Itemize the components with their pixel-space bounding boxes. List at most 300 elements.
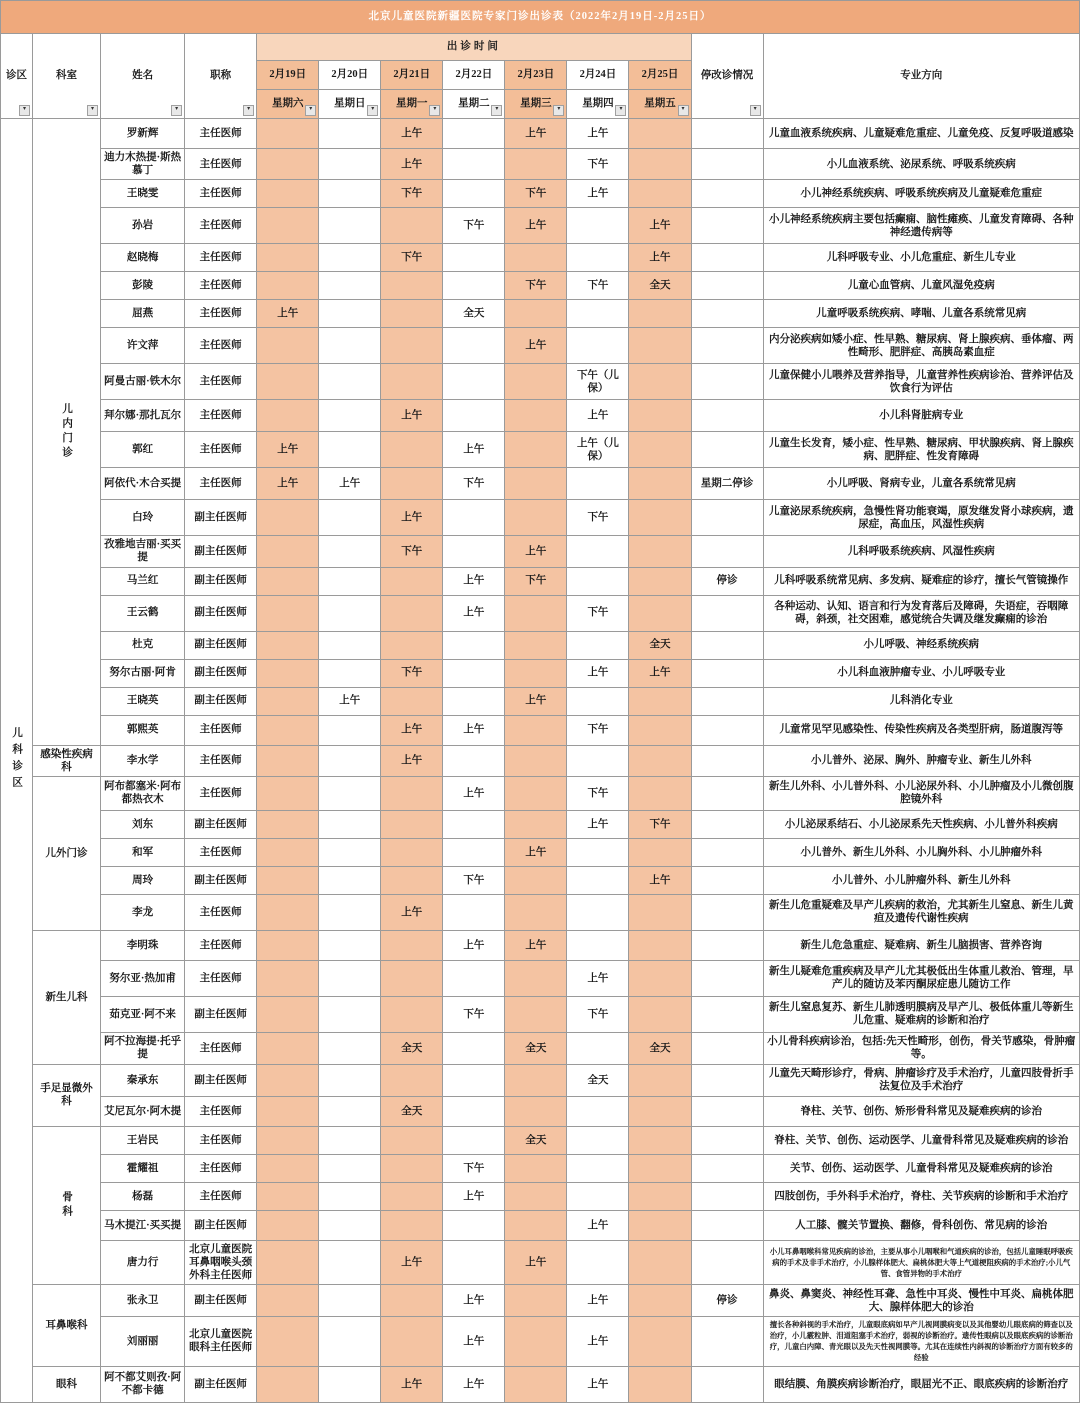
schedule-slot-1[interactable] <box>257 180 319 208</box>
schedule-slot-7[interactable]: 上午 <box>629 208 691 244</box>
schedule-slot-3[interactable] <box>381 567 443 595</box>
schedule-slot-6[interactable] <box>567 894 629 930</box>
schedule-slot-5[interactable] <box>505 1064 567 1096</box>
schedule-slot-1[interactable] <box>257 119 319 149</box>
schedule-slot-4[interactable] <box>443 631 505 659</box>
schedule-slot-2[interactable] <box>319 1064 381 1096</box>
schedule-slot-1[interactable] <box>257 149 319 180</box>
schedule-slot-3[interactable] <box>381 468 443 500</box>
schedule-slot-4[interactable] <box>443 1032 505 1064</box>
table-row[interactable] <box>1 631 1080 659</box>
schedule-slot-6[interactable]: 下午 <box>567 149 629 180</box>
schedule-slot-6[interactable]: 下午（儿保） <box>567 364 629 400</box>
schedule-slot-3[interactable]: 下午 <box>381 536 443 567</box>
schedule-slot-2[interactable] <box>319 1240 381 1284</box>
schedule-slot-5[interactable] <box>505 400 567 432</box>
schedule-slot-1[interactable] <box>257 1210 319 1240</box>
schedule-slot-2[interactable] <box>319 1210 381 1240</box>
schedule-slot-2[interactable] <box>319 631 381 659</box>
schedule-slot-4[interactable]: 下午 <box>443 468 505 500</box>
schedule-slot-5[interactable] <box>505 468 567 500</box>
schedule-slot-3[interactable]: 上午 <box>381 1240 443 1284</box>
schedule-slot-1[interactable] <box>257 595 319 631</box>
schedule-slot-6[interactable]: 上午 <box>567 119 629 149</box>
schedule-slot-4[interactable] <box>443 1096 505 1126</box>
schedule-slot-3[interactable] <box>381 776 443 810</box>
schedule-slot-4[interactable] <box>443 960 505 996</box>
table-row[interactable] <box>1 687 1080 715</box>
schedule-slot-7[interactable] <box>629 960 691 996</box>
schedule-slot-2[interactable] <box>319 1126 381 1154</box>
schedule-slot-3[interactable]: 上午 <box>381 149 443 180</box>
schedule-slot-7[interactable]: 上午 <box>629 659 691 687</box>
filter-dropdown-icon[interactable]: ▾ <box>171 105 182 116</box>
schedule-slot-7[interactable] <box>629 1210 691 1240</box>
table-row[interactable] <box>1 567 1080 595</box>
schedule-slot-7[interactable]: 下午 <box>629 810 691 838</box>
table-row[interactable] <box>1 500 1080 536</box>
table-row[interactable] <box>1 866 1080 894</box>
schedule-slot-3[interactable] <box>381 866 443 894</box>
schedule-slot-6[interactable] <box>567 1096 629 1126</box>
table-row[interactable] <box>1 468 1080 500</box>
schedule-slot-1[interactable] <box>257 1154 319 1182</box>
schedule-slot-7[interactable] <box>629 1126 691 1154</box>
schedule-slot-7[interactable] <box>629 300 691 328</box>
schedule-slot-1[interactable] <box>257 810 319 838</box>
schedule-slot-6[interactable]: 上午 <box>567 1366 629 1402</box>
schedule-slot-3[interactable] <box>381 328 443 364</box>
table-row[interactable] <box>1 1126 1080 1154</box>
schedule-slot-3[interactable]: 全天 <box>381 1096 443 1126</box>
schedule-slot-4[interactable]: 上午 <box>443 715 505 745</box>
schedule-slot-6[interactable] <box>567 328 629 364</box>
schedule-slot-5[interactable]: 上午 <box>505 930 567 960</box>
schedule-slot-3[interactable] <box>381 960 443 996</box>
schedule-slot-7[interactable] <box>629 1096 691 1126</box>
schedule-slot-6[interactable] <box>567 930 629 960</box>
schedule-slot-1[interactable]: 上午 <box>257 300 319 328</box>
table-row[interactable] <box>1 659 1080 687</box>
table-row[interactable] <box>1 300 1080 328</box>
schedule-slot-4[interactable] <box>443 364 505 400</box>
schedule-slot-4[interactable] <box>443 180 505 208</box>
schedule-slot-2[interactable] <box>319 1154 381 1182</box>
schedule-slot-1[interactable] <box>257 838 319 866</box>
schedule-slot-5[interactable] <box>505 149 567 180</box>
schedule-slot-1[interactable] <box>257 244 319 272</box>
schedule-slot-2[interactable] <box>319 1182 381 1210</box>
schedule-slot-7[interactable] <box>629 149 691 180</box>
schedule-slot-7[interactable] <box>629 567 691 595</box>
schedule-slot-2[interactable] <box>319 536 381 567</box>
filter-dropdown-icon[interactable]: ▾ <box>19 105 30 116</box>
schedule-slot-6[interactable] <box>567 208 629 244</box>
schedule-slot-1[interactable]: 上午 <box>257 468 319 500</box>
schedule-slot-5[interactable]: 上午 <box>505 119 567 149</box>
schedule-slot-7[interactable] <box>629 838 691 866</box>
table-row[interactable] <box>1 776 1080 810</box>
table-row[interactable] <box>1 595 1080 631</box>
schedule-slot-6[interactable]: 全天 <box>567 1064 629 1096</box>
schedule-slot-6[interactable] <box>567 745 629 776</box>
schedule-slot-5[interactable] <box>505 996 567 1032</box>
filter-dropdown-icon[interactable]: ▾ <box>750 105 761 116</box>
schedule-slot-2[interactable] <box>319 715 381 745</box>
schedule-slot-4[interactable] <box>443 149 505 180</box>
schedule-slot-5[interactable]: 上午 <box>505 208 567 244</box>
schedule-slot-4[interactable]: 下午 <box>443 208 505 244</box>
schedule-slot-7[interactable] <box>629 1154 691 1182</box>
schedule-slot-3[interactable] <box>381 1182 443 1210</box>
schedule-slot-7[interactable] <box>629 119 691 149</box>
schedule-slot-1[interactable] <box>257 1064 319 1096</box>
schedule-slot-1[interactable] <box>257 1240 319 1284</box>
schedule-slot-5[interactable]: 上午 <box>505 328 567 364</box>
schedule-slot-6[interactable] <box>567 631 629 659</box>
schedule-slot-7[interactable] <box>629 180 691 208</box>
schedule-slot-4[interactable] <box>443 328 505 364</box>
table-row[interactable] <box>1 1182 1080 1210</box>
schedule-slot-2[interactable] <box>319 328 381 364</box>
schedule-slot-5[interactable] <box>505 244 567 272</box>
schedule-slot-6[interactable] <box>567 567 629 595</box>
schedule-slot-3[interactable] <box>381 930 443 960</box>
schedule-slot-7[interactable] <box>629 500 691 536</box>
schedule-slot-2[interactable] <box>319 659 381 687</box>
schedule-slot-5[interactable] <box>505 745 567 776</box>
schedule-slot-1[interactable] <box>257 1032 319 1064</box>
schedule-slot-2[interactable] <box>319 272 381 300</box>
table-row[interactable] <box>1 328 1080 364</box>
schedule-slot-1[interactable] <box>257 687 319 715</box>
table-row[interactable] <box>1 119 1080 149</box>
schedule-slot-4[interactable]: 下午 <box>443 866 505 894</box>
schedule-slot-4[interactable]: 下午 <box>443 996 505 1032</box>
schedule-slot-3[interactable]: 上午 <box>381 745 443 776</box>
schedule-slot-3[interactable]: 上午 <box>381 500 443 536</box>
schedule-slot-4[interactable] <box>443 687 505 715</box>
schedule-slot-3[interactable] <box>381 687 443 715</box>
schedule-slot-2[interactable] <box>319 567 381 595</box>
schedule-slot-2[interactable] <box>319 838 381 866</box>
table-row[interactable] <box>1 810 1080 838</box>
schedule-slot-6[interactable] <box>567 244 629 272</box>
schedule-slot-6[interactable] <box>567 866 629 894</box>
schedule-slot-7[interactable] <box>629 468 691 500</box>
schedule-slot-2[interactable]: 上午 <box>319 468 381 500</box>
schedule-slot-4[interactable]: 上午 <box>443 595 505 631</box>
schedule-slot-1[interactable] <box>257 1096 319 1126</box>
schedule-slot-3[interactable]: 上午 <box>381 119 443 149</box>
schedule-slot-3[interactable]: 下午 <box>381 244 443 272</box>
schedule-slot-5[interactable] <box>505 1210 567 1240</box>
schedule-slot-1[interactable] <box>257 715 319 745</box>
table-row[interactable] <box>1 400 1080 432</box>
schedule-slot-1[interactable] <box>257 631 319 659</box>
schedule-slot-2[interactable] <box>319 866 381 894</box>
schedule-slot-2[interactable] <box>319 595 381 631</box>
schedule-slot-1[interactable] <box>257 272 319 300</box>
schedule-slot-6[interactable] <box>567 687 629 715</box>
schedule-slot-6[interactable]: 上午 <box>567 810 629 838</box>
schedule-slot-7[interactable]: 全天 <box>629 631 691 659</box>
table-row[interactable] <box>1 1096 1080 1126</box>
schedule-slot-4[interactable]: 上午 <box>443 1317 505 1366</box>
schedule-slot-4[interactable]: 上午 <box>443 432 505 468</box>
schedule-slot-1[interactable] <box>257 930 319 960</box>
table-row[interactable] <box>1 838 1080 866</box>
schedule-slot-4[interactable] <box>443 1064 505 1096</box>
schedule-slot-4[interactable] <box>443 659 505 687</box>
schedule-slot-5[interactable] <box>505 631 567 659</box>
schedule-slot-2[interactable] <box>319 810 381 838</box>
schedule-slot-2[interactable] <box>319 400 381 432</box>
schedule-slot-7[interactable] <box>629 536 691 567</box>
schedule-slot-5[interactable]: 上午 <box>505 1240 567 1284</box>
schedule-slot-1[interactable] <box>257 536 319 567</box>
schedule-slot-5[interactable]: 全天 <box>505 1032 567 1064</box>
schedule-slot-7[interactable] <box>629 687 691 715</box>
table-row[interactable] <box>1 1154 1080 1182</box>
schedule-slot-6[interactable] <box>567 838 629 866</box>
schedule-slot-4[interactable]: 下午 <box>443 1154 505 1182</box>
schedule-slot-5[interactable] <box>505 715 567 745</box>
schedule-slot-1[interactable] <box>257 567 319 595</box>
schedule-slot-4[interactable] <box>443 272 505 300</box>
schedule-slot-6[interactable]: 下午 <box>567 996 629 1032</box>
schedule-slot-1[interactable] <box>257 400 319 432</box>
schedule-slot-4[interactable]: 全天 <box>443 300 505 328</box>
schedule-slot-3[interactable] <box>381 1126 443 1154</box>
schedule-slot-6[interactable]: 上午 <box>567 1210 629 1240</box>
schedule-slot-6[interactable] <box>567 468 629 500</box>
schedule-slot-6[interactable]: 下午 <box>567 500 629 536</box>
schedule-slot-6[interactable] <box>567 1240 629 1284</box>
schedule-slot-2[interactable] <box>319 364 381 400</box>
schedule-slot-3[interactable] <box>381 838 443 866</box>
schedule-slot-1[interactable] <box>257 776 319 810</box>
schedule-slot-6[interactable] <box>567 536 629 567</box>
schedule-slot-3[interactable] <box>381 1317 443 1366</box>
schedule-slot-5[interactable] <box>505 659 567 687</box>
schedule-slot-4[interactable] <box>443 810 505 838</box>
schedule-slot-5[interactable]: 上午 <box>505 687 567 715</box>
table-row[interactable] <box>1 180 1080 208</box>
table-row[interactable] <box>1 960 1080 996</box>
table-row[interactable] <box>1 272 1080 300</box>
schedule-slot-7[interactable] <box>629 400 691 432</box>
schedule-slot-2[interactable] <box>319 1096 381 1126</box>
schedule-slot-4[interactable]: 上午 <box>443 567 505 595</box>
filter-dropdown-icon[interactable]: ▾ <box>367 105 378 116</box>
schedule-slot-6[interactable]: 下午 <box>567 272 629 300</box>
schedule-slot-7[interactable] <box>629 595 691 631</box>
schedule-slot-6[interactable]: 上午 <box>567 960 629 996</box>
schedule-slot-5[interactable]: 下午 <box>505 567 567 595</box>
schedule-slot-3[interactable] <box>381 1064 443 1096</box>
schedule-slot-6[interactable]: 下午 <box>567 595 629 631</box>
schedule-slot-6[interactable]: 上午（儿保） <box>567 432 629 468</box>
schedule-slot-5[interactable]: 上午 <box>505 838 567 866</box>
schedule-slot-2[interactable] <box>319 996 381 1032</box>
schedule-slot-3[interactable]: 全天 <box>381 1032 443 1064</box>
schedule-slot-5[interactable] <box>505 364 567 400</box>
filter-dropdown-icon[interactable]: ▾ <box>243 105 254 116</box>
schedule-slot-6[interactable]: 上午 <box>567 659 629 687</box>
schedule-slot-7[interactable]: 上午 <box>629 866 691 894</box>
schedule-slot-4[interactable] <box>443 536 505 567</box>
schedule-slot-1[interactable] <box>257 328 319 364</box>
schedule-slot-4[interactable] <box>443 745 505 776</box>
schedule-slot-3[interactable] <box>381 1210 443 1240</box>
schedule-slot-5[interactable] <box>505 432 567 468</box>
schedule-slot-1[interactable]: 上午 <box>257 432 319 468</box>
schedule-slot-7[interactable] <box>629 776 691 810</box>
schedule-slot-7[interactable] <box>629 1317 691 1366</box>
schedule-slot-6[interactable]: 上午 <box>567 1317 629 1366</box>
schedule-slot-6[interactable] <box>567 1154 629 1182</box>
schedule-slot-7[interactable] <box>629 715 691 745</box>
table-row[interactable] <box>1 1285 1080 1317</box>
filter-dropdown-icon[interactable]: ▾ <box>553 105 564 116</box>
schedule-slot-5[interactable] <box>505 1285 567 1317</box>
schedule-slot-5[interactable]: 下午 <box>505 272 567 300</box>
table-row[interactable] <box>1 715 1080 745</box>
schedule-slot-3[interactable] <box>381 432 443 468</box>
schedule-slot-1[interactable] <box>257 208 319 244</box>
schedule-slot-3[interactable]: 上午 <box>381 400 443 432</box>
schedule-slot-7[interactable] <box>629 996 691 1032</box>
table-row[interactable] <box>1 208 1080 244</box>
schedule-slot-1[interactable] <box>257 866 319 894</box>
schedule-slot-5[interactable] <box>505 776 567 810</box>
schedule-slot-3[interactable]: 下午 <box>381 180 443 208</box>
schedule-slot-7[interactable]: 全天 <box>629 272 691 300</box>
table-row[interactable] <box>1 1240 1080 1284</box>
schedule-slot-2[interactable] <box>319 930 381 960</box>
schedule-slot-5[interactable] <box>505 1317 567 1366</box>
schedule-slot-3[interactable]: 上午 <box>381 1366 443 1402</box>
schedule-slot-5[interactable] <box>505 300 567 328</box>
schedule-slot-3[interactable] <box>381 300 443 328</box>
table-row[interactable] <box>1 996 1080 1032</box>
schedule-slot-6[interactable] <box>567 1182 629 1210</box>
schedule-slot-6[interactable]: 上午 <box>567 400 629 432</box>
schedule-slot-7[interactable] <box>629 328 691 364</box>
filter-dropdown-icon[interactable]: ▾ <box>305 105 316 116</box>
schedule-slot-7[interactable] <box>629 1182 691 1210</box>
schedule-slot-4[interactable] <box>443 400 505 432</box>
schedule-slot-4[interactable] <box>443 500 505 536</box>
schedule-slot-2[interactable]: 上午 <box>319 687 381 715</box>
schedule-slot-1[interactable] <box>257 996 319 1032</box>
schedule-slot-5[interactable] <box>505 810 567 838</box>
schedule-slot-3[interactable] <box>381 595 443 631</box>
filter-dropdown-icon[interactable]: ▾ <box>491 105 502 116</box>
schedule-slot-4[interactable] <box>443 894 505 930</box>
schedule-slot-3[interactable] <box>381 1154 443 1182</box>
schedule-slot-6[interactable]: 下午 <box>567 715 629 745</box>
schedule-slot-2[interactable] <box>319 894 381 930</box>
schedule-slot-6[interactable]: 上午 <box>567 1285 629 1317</box>
schedule-slot-6[interactable]: 下午 <box>567 776 629 810</box>
schedule-slot-4[interactable]: 上午 <box>443 930 505 960</box>
schedule-slot-5[interactable] <box>505 1154 567 1182</box>
schedule-slot-7[interactable] <box>629 364 691 400</box>
schedule-slot-4[interactable]: 上午 <box>443 1182 505 1210</box>
schedule-slot-1[interactable] <box>257 1366 319 1402</box>
schedule-slot-1[interactable] <box>257 1317 319 1366</box>
table-row[interactable] <box>1 894 1080 930</box>
filter-dropdown-icon[interactable]: ▾ <box>429 105 440 116</box>
schedule-slot-7[interactable] <box>629 1064 691 1096</box>
schedule-slot-5[interactable] <box>505 1182 567 1210</box>
schedule-slot-1[interactable] <box>257 500 319 536</box>
schedule-slot-2[interactable] <box>319 432 381 468</box>
schedule-slot-3[interactable]: 下午 <box>381 659 443 687</box>
schedule-slot-3[interactable] <box>381 996 443 1032</box>
schedule-slot-1[interactable] <box>257 894 319 930</box>
table-row[interactable] <box>1 149 1080 180</box>
schedule-slot-1[interactable] <box>257 745 319 776</box>
schedule-slot-7[interactable]: 上午 <box>629 244 691 272</box>
schedule-slot-2[interactable] <box>319 776 381 810</box>
schedule-slot-2[interactable] <box>319 208 381 244</box>
table-row[interactable] <box>1 745 1080 776</box>
schedule-slot-2[interactable] <box>319 244 381 272</box>
table-row[interactable] <box>1 432 1080 468</box>
table-row[interactable] <box>1 1210 1080 1240</box>
schedule-slot-5[interactable] <box>505 960 567 996</box>
schedule-slot-7[interactable] <box>629 745 691 776</box>
schedule-slot-5[interactable]: 上午 <box>505 536 567 567</box>
schedule-slot-7[interactable] <box>629 930 691 960</box>
schedule-slot-1[interactable] <box>257 659 319 687</box>
table-row[interactable] <box>1 1032 1080 1064</box>
schedule-slot-2[interactable] <box>319 149 381 180</box>
schedule-slot-1[interactable] <box>257 1182 319 1210</box>
schedule-slot-3[interactable] <box>381 1285 443 1317</box>
schedule-slot-4[interactable] <box>443 119 505 149</box>
schedule-slot-2[interactable] <box>319 1285 381 1317</box>
schedule-slot-1[interactable] <box>257 364 319 400</box>
table-row[interactable] <box>1 1317 1080 1366</box>
schedule-slot-5[interactable] <box>505 894 567 930</box>
schedule-slot-3[interactable] <box>381 272 443 300</box>
schedule-slot-3[interactable] <box>381 364 443 400</box>
schedule-slot-2[interactable] <box>319 1032 381 1064</box>
schedule-slot-4[interactable]: 上午 <box>443 1285 505 1317</box>
schedule-slot-6[interactable]: 上午 <box>567 180 629 208</box>
schedule-slot-2[interactable] <box>319 960 381 996</box>
schedule-slot-2[interactable] <box>319 745 381 776</box>
schedule-slot-7[interactable] <box>629 1366 691 1402</box>
schedule-slot-2[interactable] <box>319 300 381 328</box>
schedule-slot-6[interactable] <box>567 1126 629 1154</box>
table-row[interactable] <box>1 930 1080 960</box>
schedule-slot-6[interactable] <box>567 300 629 328</box>
schedule-slot-2[interactable] <box>319 180 381 208</box>
schedule-slot-3[interactable] <box>381 631 443 659</box>
table-row[interactable] <box>1 536 1080 567</box>
schedule-slot-4[interactable]: 上午 <box>443 776 505 810</box>
schedule-slot-6[interactable] <box>567 1032 629 1064</box>
filter-dropdown-icon[interactable]: ▾ <box>87 105 98 116</box>
schedule-slot-3[interactable] <box>381 208 443 244</box>
schedule-slot-4[interactable] <box>443 1240 505 1284</box>
schedule-slot-4[interactable] <box>443 244 505 272</box>
